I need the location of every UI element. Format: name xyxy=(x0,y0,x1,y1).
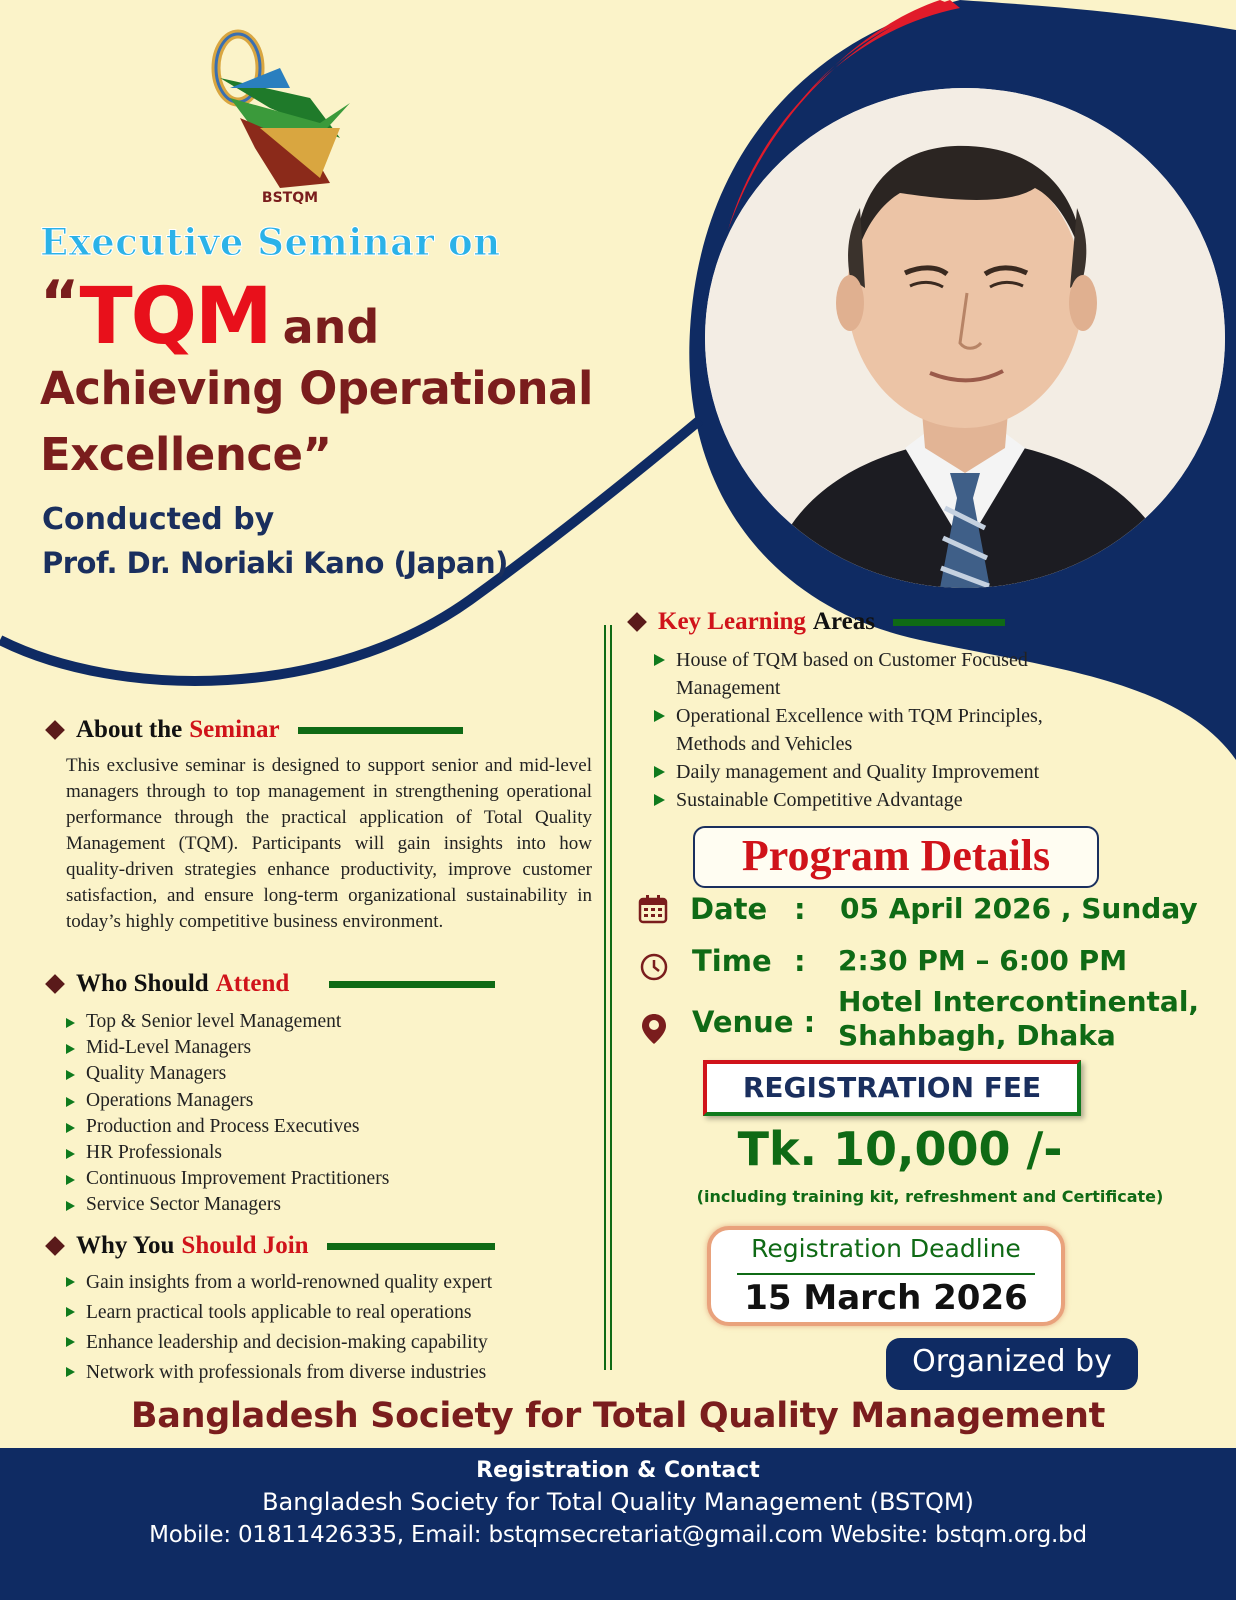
fee-amount: Tk. 10,000 /- xyxy=(737,1122,1063,1176)
list-item: HR Professionals xyxy=(64,1140,584,1166)
heading-bar xyxy=(327,1243,495,1250)
headline-tqm: TQM xyxy=(79,272,271,362)
why-title-plain: Why You xyxy=(76,1232,175,1259)
key-title-plain: Areas xyxy=(812,608,875,635)
headline-line4: Excellence” xyxy=(40,428,332,481)
headline-line1: Executive Seminar on xyxy=(40,220,501,264)
list-item: Learn practical tools applicable to real operations xyxy=(64,1298,594,1328)
key-title-red: Key Learning xyxy=(658,608,806,635)
organization-name: Bangladesh Society for Total Quality Management xyxy=(130,1396,1106,1436)
venue-line2: Shahbagh, Dhaka xyxy=(838,1019,1116,1052)
location-pin-icon xyxy=(639,1012,669,1046)
time-value: 2:30 PM – 6:00 PM xyxy=(838,944,1128,977)
list-item: Service Sector Managers xyxy=(64,1192,584,1218)
list-item: Sustainable Competitive Advantage xyxy=(652,786,1092,814)
heading-bar xyxy=(298,727,463,734)
list-item: Operational Excellence with TQM Principles, Methods and Vehicles xyxy=(652,702,1092,758)
diamond-icon xyxy=(627,612,647,632)
heading-bar xyxy=(329,981,495,988)
list-item: Mid-Level Managers xyxy=(64,1035,584,1061)
footer-title: Registration & Contact xyxy=(476,1458,760,1483)
about-heading xyxy=(48,716,463,744)
heading-bar xyxy=(893,619,1005,626)
why-list xyxy=(64,1268,594,1388)
who-title-plain: Who Should xyxy=(76,970,209,997)
deadline-label: Registration Deadline xyxy=(751,1234,1021,1263)
program-details-title: Program Details xyxy=(693,826,1099,888)
list-item: Quality Managers xyxy=(64,1061,584,1087)
who-list xyxy=(64,1009,584,1219)
list-item: Network with professionals from diverse industries xyxy=(64,1358,594,1388)
speaker-photo xyxy=(705,88,1225,588)
list-item: Continuous Improvement Practitioners xyxy=(64,1166,584,1192)
date-colon: : xyxy=(794,892,806,926)
about-title-red: Seminar xyxy=(189,716,280,743)
column-divider xyxy=(604,625,606,1370)
deadline-date: 15 March 2026 xyxy=(744,1278,1028,1318)
list-item: Daily management and Quality Improvement xyxy=(652,758,1092,786)
list-item: Top & Senior level Management xyxy=(64,1009,584,1035)
clock-icon xyxy=(639,952,669,982)
headline-line2 xyxy=(40,268,380,362)
date-value: 05 April 2026 , Sunday xyxy=(840,892,1198,925)
time-colon: : xyxy=(794,944,806,978)
who-heading xyxy=(48,970,495,998)
diamond-icon xyxy=(45,974,65,994)
who-title-red: Attend xyxy=(215,970,290,997)
why-title-red: Should Join xyxy=(181,1232,309,1259)
open-quote: “ xyxy=(40,268,80,338)
diamond-icon xyxy=(45,1236,65,1256)
venue-label: Venue : xyxy=(692,1005,816,1039)
venue-line1: Hotel Intercontinental, xyxy=(838,985,1200,1018)
headline-line3: Achieving Operational xyxy=(40,362,593,415)
about-title-plain: About the xyxy=(76,716,183,743)
column-divider xyxy=(610,625,612,1370)
calendar-icon xyxy=(638,894,668,924)
bstqm-logo xyxy=(200,28,365,208)
list-item: Operations Managers xyxy=(64,1088,584,1114)
why-heading xyxy=(48,1232,495,1260)
registration-fee-label: REGISTRATION FEE xyxy=(703,1060,1081,1116)
about-text: This exclusive seminar is designed to support senior and mid-level managers through to top management in strengthening operational performance through the practical application of Total Quality Management (TQM). Participants will gain insights into how quality-driven strategies enhance productivity, improve customer satisfaction, and ensure long-term organizational sustainability in today’s highly competitive business environment. xyxy=(66,755,592,932)
diamond-icon xyxy=(45,720,65,740)
key-heading xyxy=(630,608,1005,636)
logo-text: BSTQM xyxy=(261,190,319,206)
date-label: Date xyxy=(690,892,768,926)
organized-by-badge: Organized by xyxy=(886,1338,1138,1390)
headline-and: and xyxy=(282,300,380,354)
fee-note: (including training kit, refreshment and Certificate) xyxy=(696,1187,1164,1206)
deadline-divider xyxy=(737,1273,1035,1275)
list-item: House of TQM based on Customer Focused Management xyxy=(652,646,1092,702)
list-item: Production and Process Executives xyxy=(64,1114,584,1140)
key-list xyxy=(652,646,1092,814)
list-item: Gain insights from a world-renowned quality expert xyxy=(64,1268,594,1298)
speaker-name: Prof. Dr. Noriaki Kano (Japan) xyxy=(42,546,508,580)
footer-contact: Mobile: 01811426335, Email: bstqmsecretariat@gmail.com Website: bstqm.org.bd xyxy=(149,1522,1087,1548)
list-item: Enhance leadership and decision-making capability xyxy=(64,1328,594,1358)
footer-org: Bangladesh Society for Total Quality Management (BSTQM) xyxy=(262,1488,974,1516)
conducted-by-label: Conducted by xyxy=(42,502,275,537)
time-label: Time xyxy=(692,944,772,978)
